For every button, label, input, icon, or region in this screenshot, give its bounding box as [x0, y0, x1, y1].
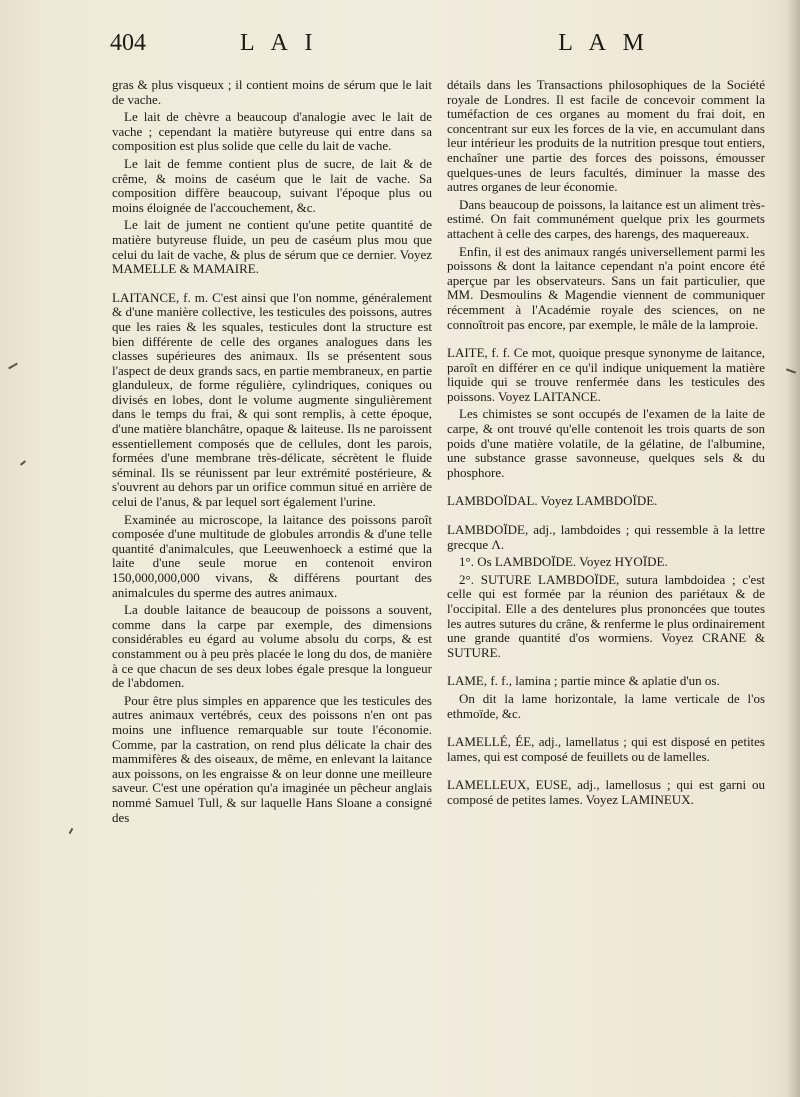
paragraph: La double laitance de beaucoup de poissons a souvent, comme dans la carpe par exemple, des dimensions considérables eu égard au volume absolu du corps, & est constamment ou à peu près placée le long du dos, de manière à ce que chacun de ses deux lobes égale presque la longueur de l'abdomen.	[112, 602, 432, 691]
page-number: 404	[110, 30, 146, 56]
paragraph: Enfin, il est des animaux rangés universellement parmi les poissons & dont la laitance cependant n'a point encore été aperçue par les observateurs. Sans un fait particulier, que MM. Desmoulins & Magendie viennent de communiquer récemment à l'Académie royale des sciences, on ne connoîtroit pas encore, par exemple, le mâle de la lamproie.	[447, 243, 765, 332]
paragraph: Les chimistes se sont occupés de l'examen de la laite de carpe, & ont trouvé qu'elle contenoit les trois quarts de son poids d'une matière volatile, de la gélatine, de l'albumine, une substance grasse savonneuse, quelques sels & du phosphore.	[447, 406, 765, 480]
paragraph: LAITE, f. f. Ce mot, quoique presque synonyme de laitance, paroît en différer en ce qu'il indique uniquement la matière liquide qui se trouve renfermée dans les testicules des poissons. Voyez LAITANCE.	[447, 345, 765, 404]
paragraph: LAMELLÉ, ÉE, adj., lamellatus ; qui est disposé en petites lames, qui est composé de feuillets ou de lamelles.	[447, 734, 765, 764]
running-header	[110, 30, 650, 70]
margin-mark	[8, 363, 18, 370]
paragraph: Le lait de chèvre a beaucoup d'analogie avec le lait de vache ; cependant la matière butyreuse qui entre dans sa composition est plus solide que celle du lait de vache.	[112, 109, 432, 154]
paragraph: LAMELLEUX, EUSE, adj., lamellosus ; qui est garni ou composé de petites lames. Voyez LAMINEUX.	[447, 777, 765, 807]
paragraph: Dans beaucoup de poissons, la laitance est un aliment très-estimé. On fait communément quelque prix les gourmets attachent à celle des carpes, des harengs, des maquereaux.	[447, 196, 765, 241]
paragraph: Pour être plus simples en apparence que les testicules des autres animaux vertébrés, ceux des poissons n'en ont pas moins une influence remarquable sur toute l'économie. Comme, par la castration, on rend plus délicate la chair des mammifères & des oiseaux, de même, en enlevant la laitance aux poissons, on les engraisse & on leur donne une meilleure saveur. C'est une opération qu'a imaginée un pêcheur anglais nommé Samuel Tull, & sur laquelle Hans Sloane a consigné des	[112, 692, 432, 825]
paragraph: LAITANCE, f. m. C'est ainsi que l'on nomme, généralement & d'une manière collective, les testicules des poissons, autres que les raies & les squales, testicules dont la structure est bien différente de celle des organes analogues dans les classes supérieures des animaux. Ils se présentent sous l'aspect de deux grands sacs, en partie membraneux, en partie glanduleux, de forme régulière, cylindriques, coniques ou divisés en lobes, dont le volume augmente singulièrement dans le temps du frai, & qui sont remplis, à cette époque, d'une matière blanchâtre, opaque & laiteuse. Ils ne paroissent essentiellement composés que de cellules, dont les parois, formées d'une membrane très-délicate, sécrètent le fluide séminal. Ils se réunissent par leur extrémité postérieure, & s'ouvrent au dehors par un orifice commun situé en arrière de celui de l'anus, & par lequel sort également l'urine.	[112, 289, 432, 510]
paragraph: 1°. Os LAMBDOÏDE. Voyez HYOÏDE.	[459, 554, 668, 570]
left-column	[112, 78, 432, 828]
paragraph: On dit la lame horizontale, la lame verticale de l'os ethmoïde, &c.	[447, 690, 765, 721]
paragraph: gras & plus visqueux ; il contient moins de sérum que le lait de vache.	[112, 77, 432, 107]
paragraph: LAME, f. f., lamina ; partie mince & aplatie d'un os.	[447, 673, 720, 689]
margin-mark	[69, 828, 74, 834]
paragraph: 2°. SUTURE LAMBDOÏDE, sutura lambdoidea ; c'est celle qui est formée par la réunion des pariétaux & de l'occipital. Elle a des dentelures plus prononcées que toutes les autres sutures du crâne, & renferme le plus ordinairement une grande quantité d'os wormiens. Voyez CRANE & SUTURE.	[447, 571, 765, 660]
page-edge-shadow	[786, 0, 800, 1097]
left-running-head: L A I	[240, 30, 319, 56]
margin-mark	[20, 460, 26, 465]
right-running-head: L A M	[558, 30, 650, 56]
paragraph: LAMBDOÏDAL. Voyez LAMBDOÏDE.	[447, 493, 658, 509]
paragraph: LAMBDOÏDE, adj., lambdoides ; qui ressemble à la lettre grecque Λ.	[447, 522, 765, 552]
paragraph: Le lait de jument ne contient qu'une petite quantité de matière butyreuse fluide, un peu de caséum plus mou que celui du lait de vache, & plus de sérum que ce dernier. Voyez MAMELLE & MAMAIRE.	[112, 217, 432, 277]
paragraph: Examinée au microscope, la laitance des poissons paroît composée d'une multitude de globules arrondis & d'une telle quantité d'animalcules, que Leeuwenhoeck a estimé que la laite d'une seule morue en contenoit environ 150,000,000,000 vivans, & différens pourtant des animalcules du sperme des autres animaux.	[112, 511, 432, 600]
right-column	[447, 78, 765, 811]
paragraph: détails dans les Transactions philosophiques de la Société royale de Londres. Il est facile de concevoir comment la tuméfaction de ces organes au moment du frai doit, en concentrant sur eux les forces de la vie, en accumulant dans leur intérieur les produits de la nutrition presque tout entiers, enchaîner une partie des forces des poissons, émousser quelques-unes de leurs facultés, diminuer la masse des autres organes de leur économie.	[447, 77, 765, 195]
paragraph: Le lait de femme contient plus de sucre, de lait & de crême, & moins de caséum que le lait de vache. Sa composition diffère beaucoup, suivant l'époque plus ou moins éloignée de l'accouchement, &c.	[112, 155, 432, 215]
